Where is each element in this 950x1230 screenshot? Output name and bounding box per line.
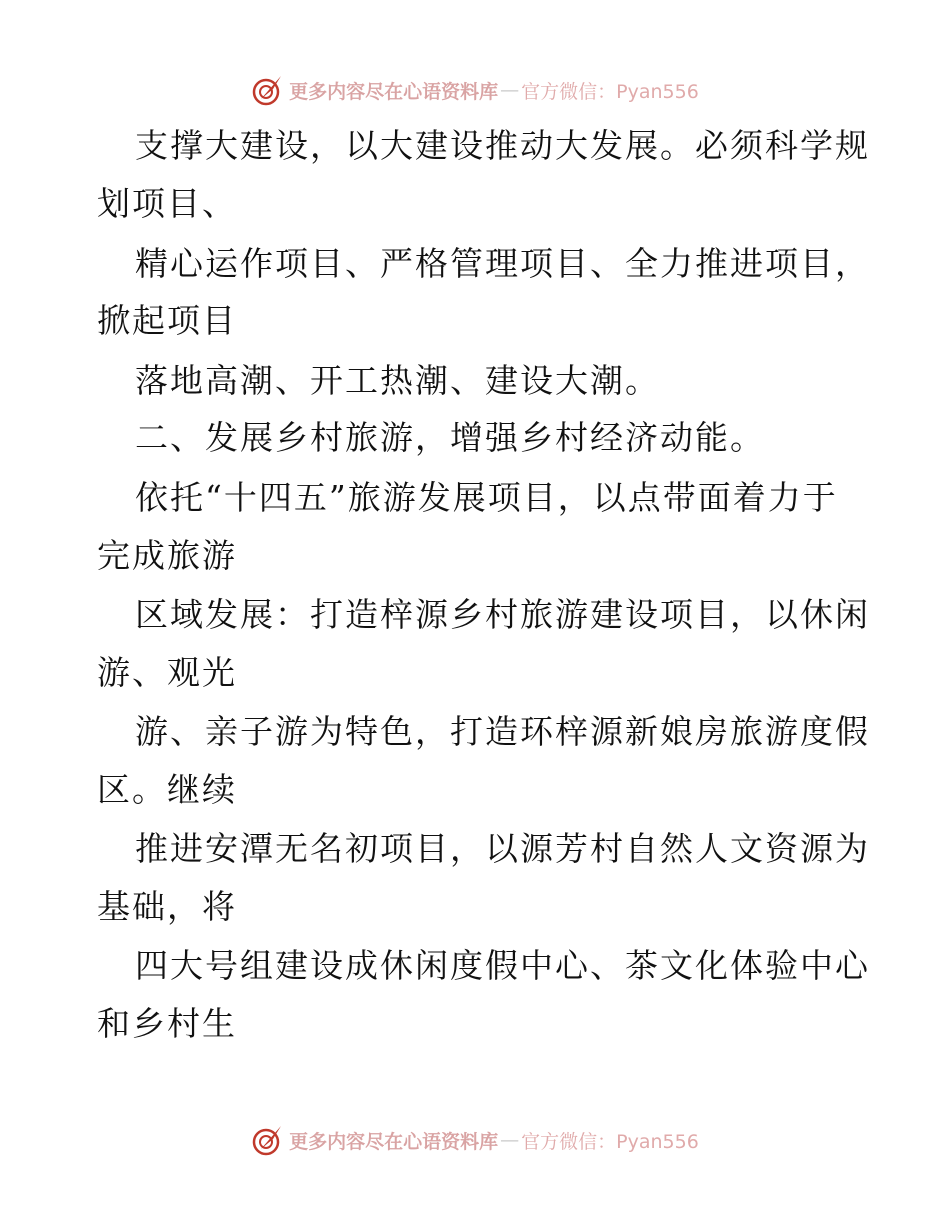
watermark-contact: 官方微信：Pyan556: [521, 80, 699, 103]
paragraph-line: 掀起项目: [97, 301, 237, 340]
watermark-contact: 官方微信：Pyan556: [521, 1130, 699, 1153]
paragraph-line: 基础，将: [97, 887, 237, 926]
paragraph-line: 支撑大建设，以大建设推动大发展。必须科学规: [135, 126, 870, 165]
paragraph-line: 四大号组建设成休闲度假中心、茶文化体验中心: [135, 946, 870, 985]
paragraph-line: 推进安潭无名初项目，以源芳村自然人文资源为: [135, 829, 870, 868]
quill-logo-icon: [251, 1123, 285, 1157]
paragraph-line: 依托“十四五”旅游发展项目，以点带面着力于: [135, 478, 838, 517]
paragraph-line: 精心运作项目、严格管理项目、全力推进项目，: [135, 244, 870, 283]
paragraph-line: 落地高潮、开工热潮、建设大潮。: [135, 361, 660, 400]
paragraph-line: 区域发展：打造梓源乡村旅游建设项目，以休闲: [135, 595, 870, 634]
paragraph-line: 游、亲子游为特色，打造环梓源新娘房旅游度假: [135, 712, 870, 751]
watermark-separator: —: [500, 1129, 520, 1151]
paragraph-line: 完成旅游: [97, 536, 237, 575]
quill-logo-icon: [251, 73, 285, 107]
watermark-text: 更多内容尽在心语资料库: [289, 1130, 499, 1153]
paragraph-line: 划项目、: [97, 184, 237, 223]
header-watermark: [0, 70, 950, 110]
paragraph-line: 区。继续: [97, 770, 237, 809]
paragraph-line: 和乡村生: [97, 1004, 237, 1043]
footer-watermark: [0, 1120, 950, 1160]
watermark-separator: —: [500, 79, 520, 101]
paragraph-line: 二、发展乡村旅游，增强乡村经济动能。: [135, 418, 765, 457]
watermark-text: 更多内容尽在心语资料库: [289, 80, 499, 103]
paragraph-line: 游、观光: [97, 653, 237, 692]
